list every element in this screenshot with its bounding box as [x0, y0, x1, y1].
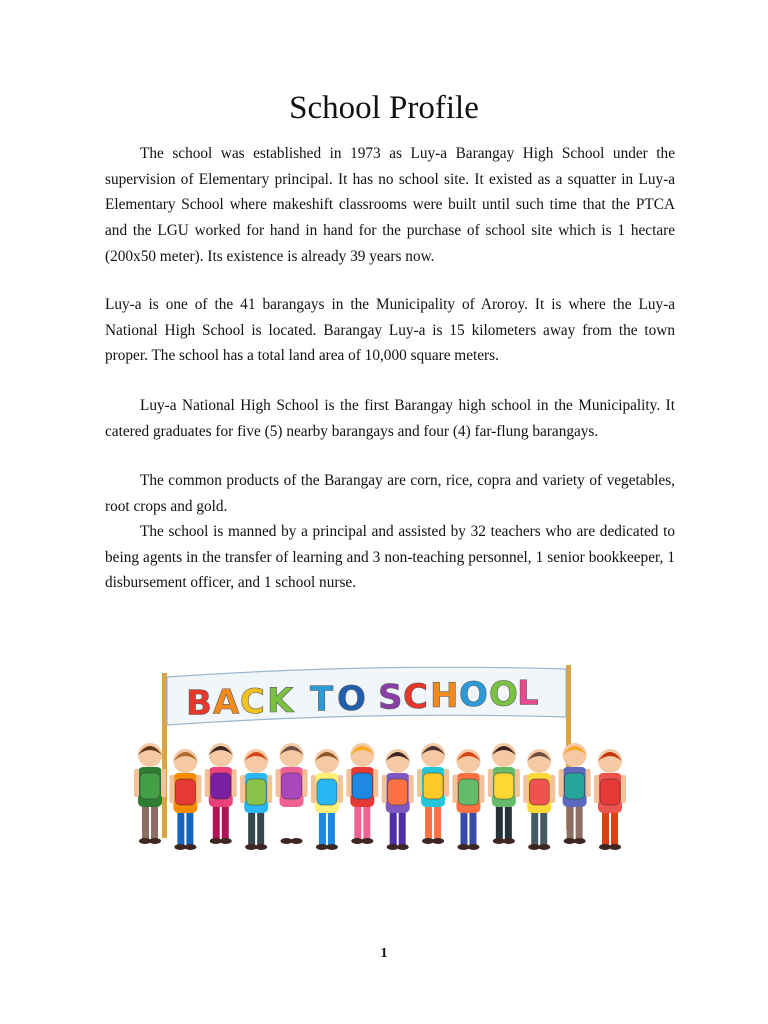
child-backpack — [600, 779, 620, 805]
child-shoe — [326, 844, 338, 850]
child-leg — [611, 811, 618, 845]
child-shoe — [220, 838, 232, 844]
child-arm — [134, 769, 139, 797]
paragraph-history: The school was established in 1973 as Luy-a Barangay High School under the supervision of Elementary principal. It has no school site. It existed as a squatter in Luy-a Elementary School where makeshift classrooms were built until such time that the PTCA and the LGU worked for hand in hand for the purchase of school site which is 1 hectare (200x50 meter). Its existence is already 39 years now. — [105, 145, 675, 265]
child-shoe — [255, 844, 267, 850]
children-group — [134, 743, 626, 850]
child-backpack — [565, 773, 585, 799]
child-arm — [205, 769, 210, 797]
child-shoe — [291, 838, 303, 844]
child-arm — [479, 775, 484, 803]
banner-letter: L — [517, 673, 539, 714]
child-backpack — [140, 773, 160, 799]
child-arm — [303, 769, 308, 797]
child-leg — [390, 811, 397, 845]
child-leg — [284, 805, 291, 839]
child-figure — [488, 743, 520, 844]
child-backpack — [529, 779, 549, 805]
child-arm — [523, 775, 528, 803]
child-backpack — [175, 779, 195, 805]
banner-letter: H — [430, 676, 459, 717]
child-arm — [161, 769, 166, 797]
child-backpack — [246, 779, 266, 805]
child-arm — [346, 769, 351, 797]
child-figure — [452, 749, 484, 850]
child-leg — [602, 811, 609, 845]
child-leg — [257, 811, 264, 845]
child-leg — [328, 811, 335, 845]
child-arm — [550, 775, 555, 803]
child-leg — [177, 811, 184, 845]
banner-letter: O — [489, 674, 518, 715]
child-backpack — [352, 773, 372, 799]
child-leg — [505, 805, 512, 839]
child-arm — [452, 775, 457, 803]
banner-letter: T — [310, 679, 334, 720]
child-arm — [382, 775, 387, 803]
child-shoe — [538, 844, 550, 850]
child-backpack — [317, 779, 337, 805]
child-shoe — [361, 838, 373, 844]
banner-letter: C — [240, 681, 265, 722]
child-backpack — [388, 779, 408, 805]
child-shoe — [149, 838, 161, 844]
banner-pole-left — [162, 673, 167, 838]
paragraph-staff: The school is manned by a principal and assisted by 32 teachers who are dedicated to being agents in the transfer of learning and 3 non-teaching personnel, 1 senior bookkeeper, 1 disbursement officer, and 1 school nurse. — [105, 523, 675, 592]
child-figure — [169, 749, 201, 850]
child-figure — [523, 749, 555, 850]
child-shoe — [574, 838, 586, 844]
paragraph-products: The common products of the Barangay are corn, rice, copra and variety of vegetables, root crops and gold. — [105, 472, 675, 515]
child-leg — [576, 805, 583, 839]
child-leg — [567, 805, 574, 839]
banner-letter: K — [267, 681, 294, 721]
child-arm — [169, 775, 174, 803]
child-arm — [373, 769, 378, 797]
paragraph-location: Luy-a is one of the 41 barangays in the Municipality of Aroroy. It is where the Luy-a National High School is located. Barangay Luy-a is 15 kilometers away from the town proper. The school has a total land area of 10,000 square meters. — [105, 296, 675, 365]
child-backpack — [458, 779, 478, 805]
child-arm — [444, 769, 449, 797]
child-leg — [354, 805, 361, 839]
child-arm — [621, 775, 626, 803]
child-leg — [248, 811, 255, 845]
child-arm — [311, 775, 316, 803]
paragraph-first-school: Luy-a National High School is the first Barangay high school in the Municipality. It catered graduates for five (5) nearby barangays and four (4) far-flung barangays. — [105, 397, 675, 440]
child-backpack — [423, 773, 443, 799]
child-arm — [409, 775, 414, 803]
child-leg — [151, 805, 158, 839]
child-shoe — [609, 844, 621, 850]
child-figure — [559, 743, 591, 844]
child-shoe — [432, 838, 444, 844]
child-leg — [363, 805, 370, 839]
child-leg — [319, 811, 326, 845]
child-arm — [559, 769, 564, 797]
child-arm — [338, 775, 343, 803]
child-figure — [346, 743, 378, 844]
child-figure — [382, 749, 414, 850]
child-leg — [186, 811, 193, 845]
child-arm — [594, 775, 599, 803]
page-title: School Profile — [289, 90, 479, 126]
banner-letter: C — [403, 676, 428, 717]
child-leg — [425, 805, 432, 839]
child-leg — [213, 805, 220, 839]
child-shoe — [397, 844, 409, 850]
child-arm — [515, 769, 520, 797]
child-leg — [540, 811, 547, 845]
child-figure — [276, 743, 308, 844]
child-arm — [196, 775, 201, 803]
banner-letter: S — [378, 677, 403, 718]
child-leg — [469, 811, 476, 845]
child-arm — [488, 769, 493, 797]
banner-letter: A — [213, 682, 240, 723]
child-arm — [232, 769, 237, 797]
child-backpack — [494, 773, 514, 799]
page-number: 1 — [380, 946, 388, 961]
child-arm — [586, 769, 591, 797]
child-leg — [293, 805, 300, 839]
child-backpack — [211, 773, 231, 799]
child-arm — [240, 775, 245, 803]
child-leg — [531, 811, 538, 845]
child-leg — [222, 805, 229, 839]
child-shoe — [503, 838, 515, 844]
child-shoe — [184, 844, 196, 850]
child-leg — [399, 811, 406, 845]
child-figure — [205, 743, 237, 844]
child-figure — [311, 749, 343, 850]
child-arm — [417, 769, 422, 797]
child-leg — [434, 805, 441, 839]
child-arm — [267, 775, 272, 803]
child-arm — [276, 769, 281, 797]
banner-letter: B — [186, 683, 212, 724]
child-leg — [142, 805, 149, 839]
child-shoe — [467, 844, 479, 850]
back-to-school-illustration — [120, 655, 640, 855]
child-figure — [134, 743, 166, 844]
child-backpack — [282, 773, 302, 799]
child-figure — [240, 749, 272, 850]
banner-letter: O — [459, 675, 488, 716]
child-figure — [594, 749, 626, 850]
banner-letter: O — [337, 678, 366, 719]
child-leg — [496, 805, 503, 839]
child-leg — [460, 811, 467, 845]
child-figure — [417, 743, 449, 844]
